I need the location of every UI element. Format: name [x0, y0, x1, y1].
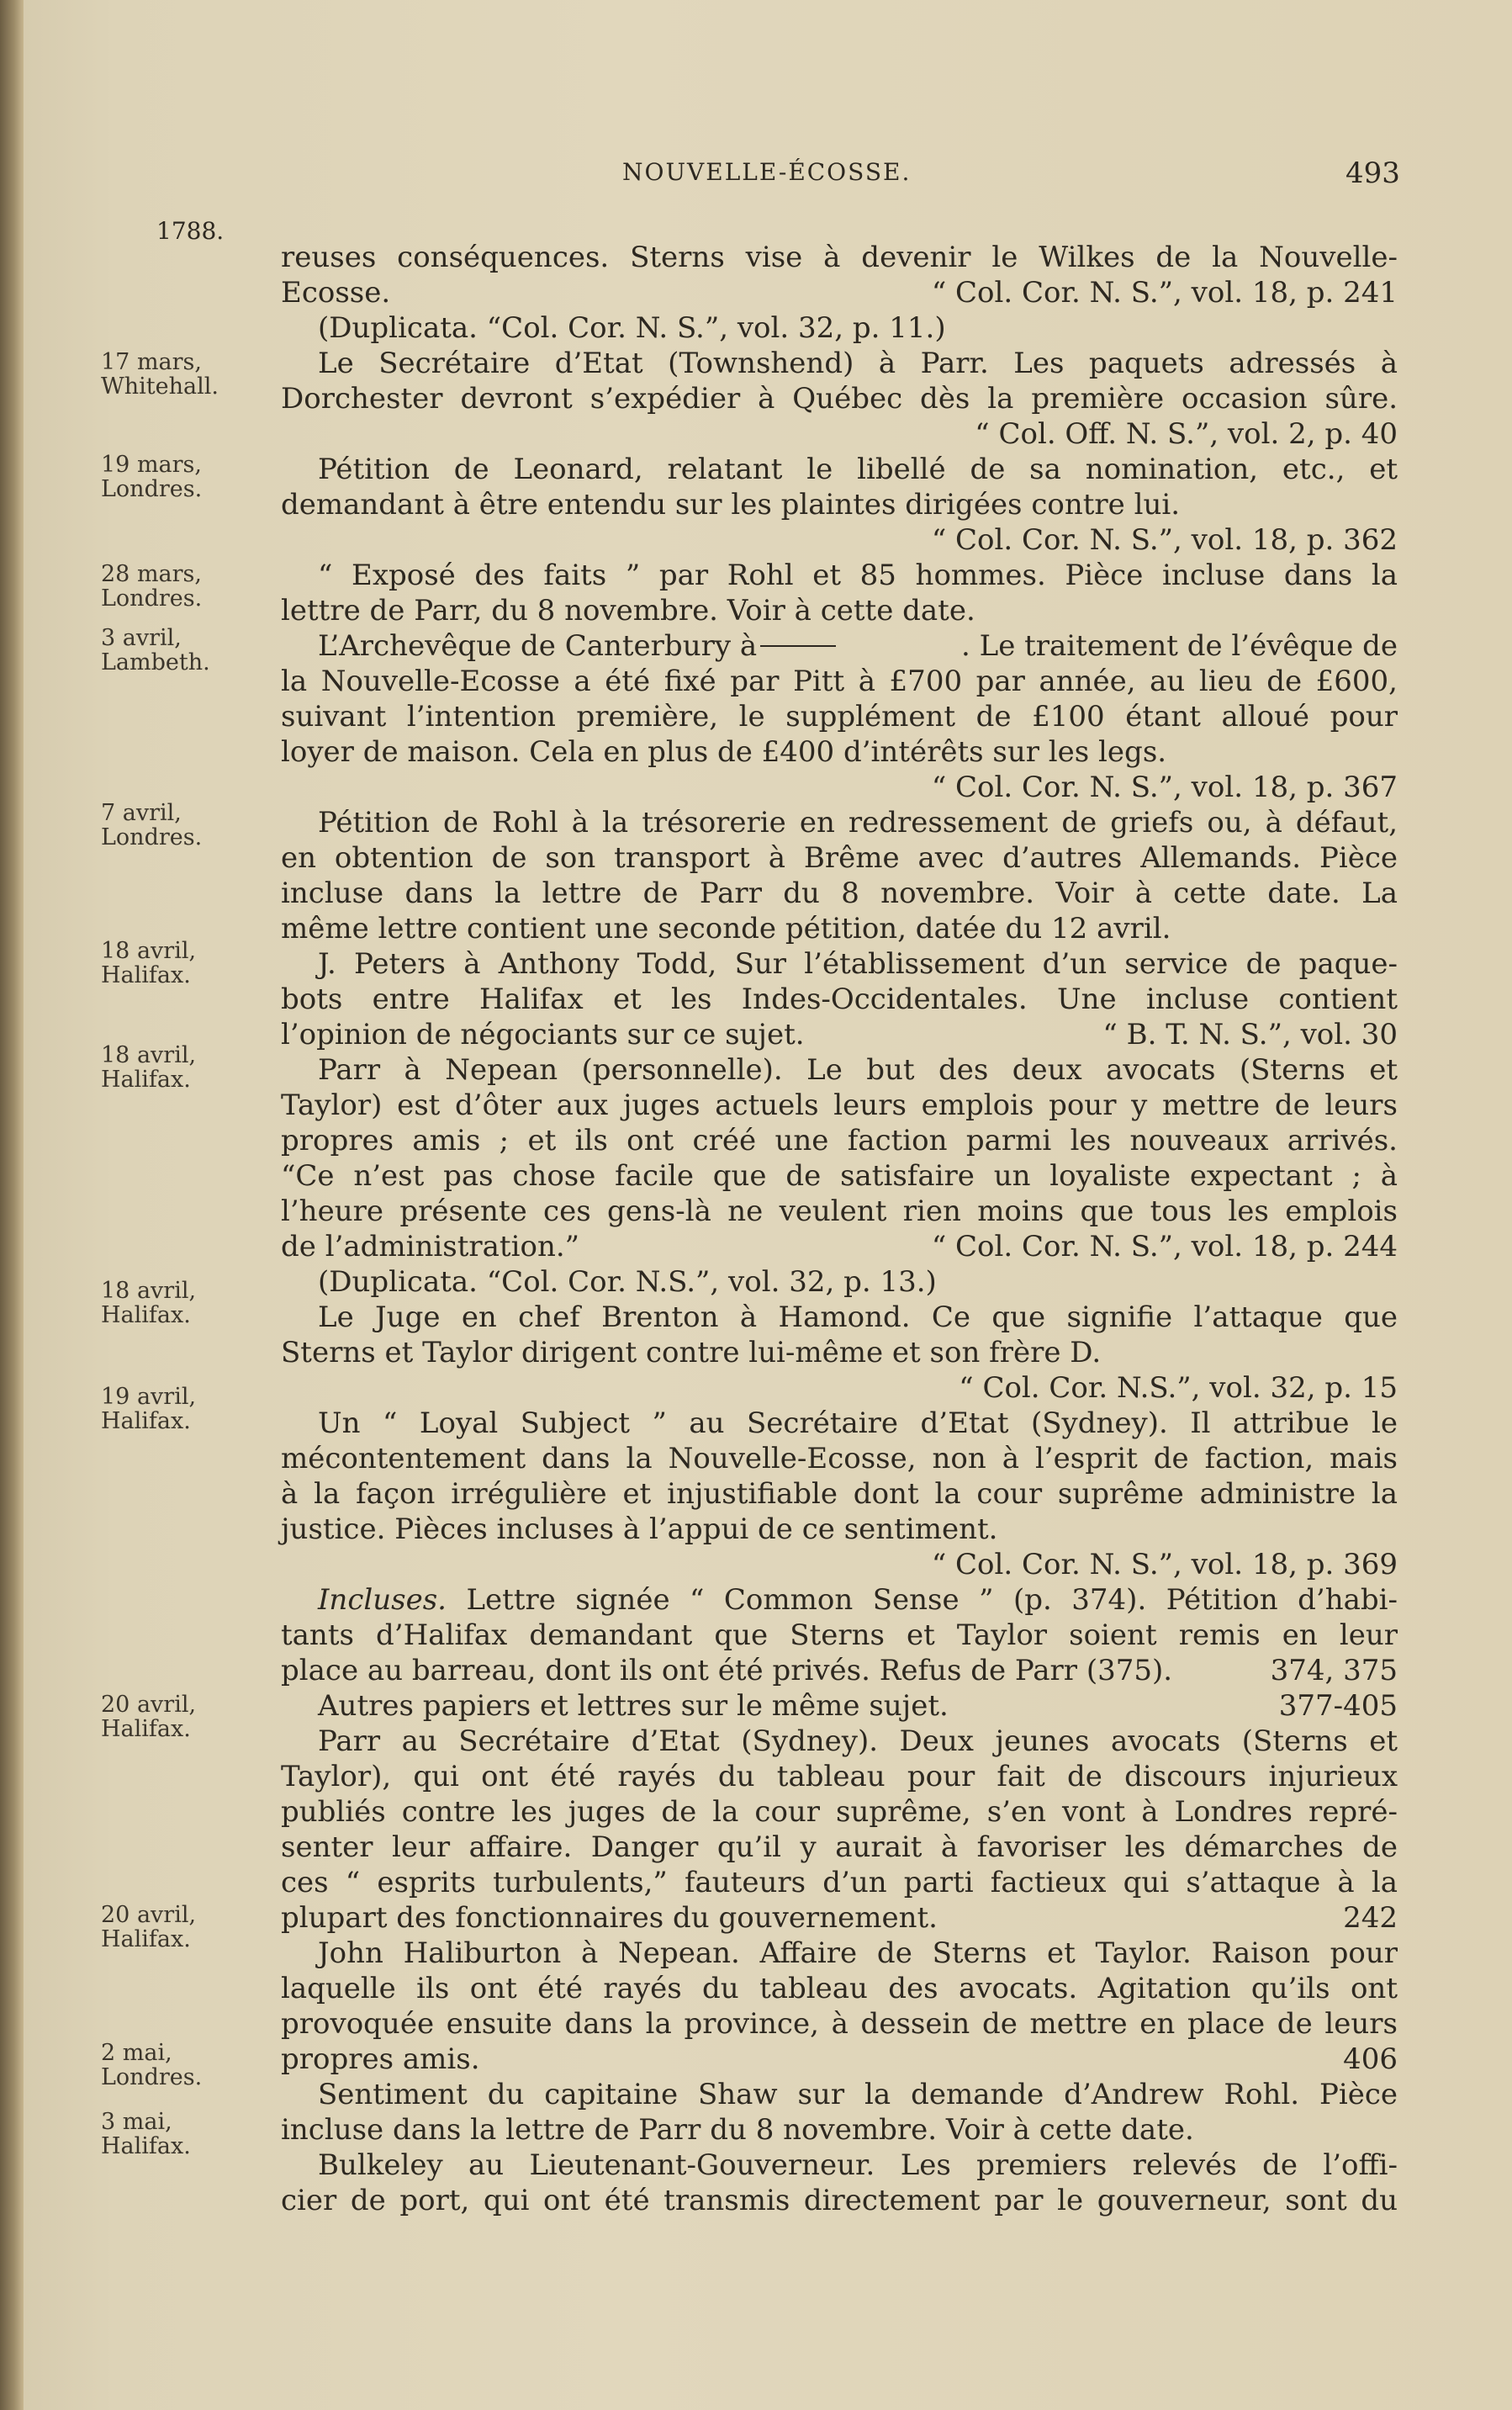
text-line: Le Secrétaire d’Etat (Townshend) à Parr. Les paquets adressés à [318, 347, 1398, 380]
text-line: Un “ Loyal Subject ” au Secrétaire d’Etat (Sydney). Il attribue le [318, 1406, 1398, 1440]
text-line: suivant l’intention première, le supplément de £100 étant alloué pour [281, 700, 1398, 734]
text-line: propres amis. 406 [281, 2042, 1398, 2076]
book-spine-shadow [0, 0, 24, 2410]
text-line: propres amis ; et ils ont créé une faction parmi les nouveaux arrivés. [281, 1124, 1398, 1157]
text-line: Le Juge en chef Brenton à Hamond. Ce que signifie l’attaque que [318, 1300, 1398, 1334]
text-line: demandant à être entendu sur les plaintes dirigées contre lui. [281, 488, 1181, 522]
text-line: mécontentement dans la Nouvelle-Ecosse, non à l’esprit de faction, mais [281, 1442, 1398, 1475]
text-line: en obtention de son transport à Brême avec d’autres Allemands. Pièce [281, 841, 1398, 875]
text-line: l’opinion de négociants sur ce sujet. “ B. T. N. S.”, vol. 30 [281, 1018, 1398, 1051]
margin-year: 1788. [156, 217, 225, 245]
text-line: senter leur affaire. Danger qu’il y aurait à favoriser les démarches de [281, 1830, 1398, 1864]
text-line: Ecosse. “ Col. Cor. N. S.”, vol. 18, p. 241 [281, 276, 1398, 310]
page-number: 493 [1345, 156, 1400, 190]
text-line: cier de port, qui ont été transmis directement par le gouverneur, sont du [281, 2184, 1398, 2217]
text-line: plupart des fonctionnaires du gouvernement. 242 [281, 1901, 1398, 1935]
text-line: Parr à Nepean (personnelle). Le but des deux avocats (Sterns et [318, 1053, 1398, 1087]
margin-note: 19 mars, Londres. [101, 452, 203, 502]
margin-note: 3 avril, Lambeth. [101, 625, 210, 675]
text-line: Taylor) est d’ôter aux juges actuels leurs emplois pour y mettre de leurs [281, 1088, 1398, 1122]
margin-note: 20 avril, Halifax. [101, 1902, 197, 1952]
text-line: Parr au Secrétaire d’Etat (Sydney). Deux jeunes avocats (Sterns et [318, 1724, 1398, 1758]
text-line: “Ce n’est pas chose facile que de satisfaire un loyaliste expectant ; à [281, 1159, 1398, 1193]
text-line: (Duplicata. “Col. Cor. N. S.”, vol. 32, p. 11.) [318, 311, 946, 345]
text-line: Pétition de Rohl à la trésorerie en redressement de griefs ou, à défaut, [318, 806, 1398, 840]
margin-note: 7 avril, Londres. [101, 800, 203, 850]
margin-note: 18 avril, Halifax. [101, 1042, 197, 1093]
incluses-label: Incluses. [318, 1583, 447, 1617]
running-header: NOUVELLE-ÉCOSSE. [622, 158, 912, 186]
text-line: l’heure présente ces gens-là ne veulent rien moins que tous les emplois [281, 1194, 1398, 1228]
text-line: J. Peters à Anthony Todd, Sur l’établissement d’un service de paque- [318, 947, 1398, 981]
text-line: lettre de Parr, du 8 novembre. Voir à cette date. [281, 594, 975, 628]
text-line: reuses conséquences. Sterns vise à devenir le Wilkes de la Nouvelle- [281, 241, 1398, 274]
text-line: “ Col. Cor. N. S.”, vol. 18, p. 369 [931, 1548, 1398, 1581]
text-line: Autres papiers et lettres sur le même sujet. 377-405 [318, 1689, 1398, 1723]
text-line: provoquée ensuite dans la province, à dessein de mettre en place de leurs [281, 2007, 1398, 2041]
text-line: L’Archevêque de Canterbury à . Le traitement de l’évêque de [318, 629, 1398, 663]
text-line: laquelle ils ont été rayés du tableau des avocats. Agitation qu’ils ont [281, 1972, 1398, 2005]
margin-note: 19 avril, Halifax. [101, 1384, 197, 1434]
text-line: justice. Pièces incluses à l’appui de ce sentiment. [281, 1512, 998, 1546]
text-line: même lettre contient une seconde pétition, datée du 12 avril. [281, 912, 1171, 945]
blank-dash [760, 645, 836, 647]
text-line: Taylor), qui ont été rayés du tableau pour fait de discours injurieux [281, 1760, 1398, 1793]
text-line: la Nouvelle-Ecosse a été fixé par Pitt à £700 par année, au lieu de £600, [281, 665, 1398, 698]
text-line: Incluses. Lettre signée “ Common Sense ” (p. 374). Pétition d’habi- [318, 1583, 1398, 1617]
margin-note: 3 mai, Halifax. [101, 2109, 191, 2159]
text-line: Bulkeley au Lieutenant-Gouverneur. Les premiers relevés de l’offi- [318, 2148, 1398, 2182]
text-line: incluse dans la lettre de Parr du 8 novembre. Voir à cette date. La [281, 877, 1398, 910]
margin-note: 28 mars, Londres. [101, 561, 203, 612]
text-line: “ Col. Cor. N.S.”, vol. 32, p. 15 [959, 1371, 1398, 1405]
margin-note: 18 avril, Halifax. [101, 1278, 197, 1328]
margin-note: 18 avril, Halifax. [101, 938, 197, 988]
text-line: “ Col. Cor. N. S.”, vol. 18, p. 367 [931, 771, 1398, 804]
text-line: bots entre Halifax et les Indes-Occidentales. Une incluse contient [281, 983, 1398, 1016]
text-line: incluse dans la lettre de Parr du 8 novembre. Voir à cette date. [281, 2113, 1194, 2147]
margin-note: 17 mars, Whitehall. [101, 349, 219, 400]
text-line: ces “ esprits turbulents,” fauteurs d’un parti factieux qui s’attaque à la [281, 1866, 1398, 1899]
text-line: de l’administration.” “ Col. Cor. N. S.”, vol. 18, p. 244 [281, 1230, 1398, 1263]
text-line: place au barreau, dont ils ont été privés. Refus de Parr (375). 374, 375 [281, 1654, 1398, 1687]
text-line: “ Col. Cor. N. S.”, vol. 18, p. 362 [931, 523, 1398, 557]
text-line: loyer de maison. Cela en plus de £400 d’intérêts sur les legs. [281, 735, 1167, 769]
text-line: publiés contre les juges de la cour suprême, s’en vont à Londres repré- [281, 1795, 1398, 1829]
text-line: à la façon irrégulière et injustifiable dont la cour suprême administre la [281, 1477, 1398, 1511]
margin-note: 2 mai, Londres. [101, 2040, 203, 2090]
text-line: “ Exposé des faits ” par Rohl et 85 hommes. Pièce incluse dans la [318, 559, 1398, 592]
text-line: tants d’Halifax demandant que Sterns et Taylor soient remis en leur [281, 1618, 1398, 1652]
text-line: Dorchester devront s’expédier à Québec dès la première occasion sûre. [281, 382, 1398, 416]
text-line: John Haliburton à Nepean. Affaire de Sterns et Taylor. Raison pour [318, 1936, 1398, 1970]
text-line: Sentiment du capitaine Shaw sur la demande d’Andrew Rohl. Pièce [318, 2078, 1398, 2111]
text-line: “ Col. Off. N. S.”, vol. 2, p. 40 [975, 417, 1398, 451]
text-line: Pétition de Leonard, relatant le libellé de sa nomination, etc., et [318, 453, 1398, 486]
text-line: Sterns et Taylor dirigent contre lui-même et son frère D. [281, 1336, 1102, 1369]
margin-note: 20 avril, Halifax. [101, 1692, 197, 1742]
text-line: (Duplicata. “Col. Cor. N.S.”, vol. 32, p. 13.) [318, 1265, 937, 1299]
